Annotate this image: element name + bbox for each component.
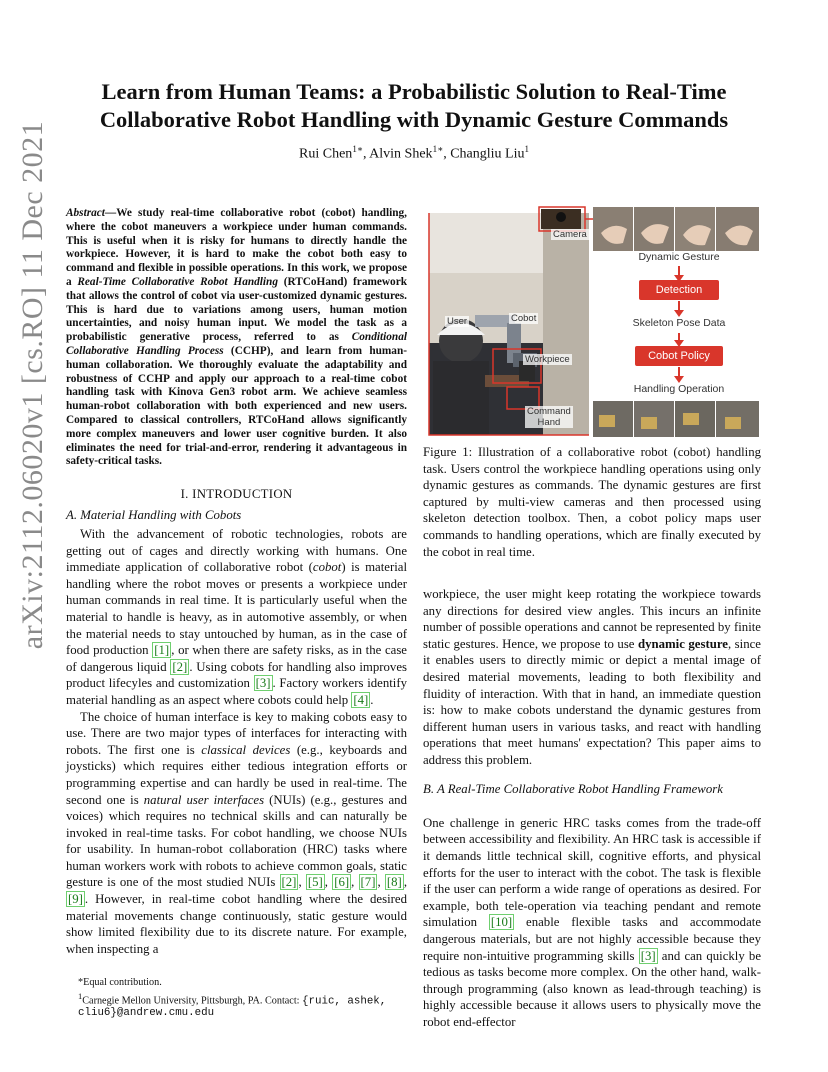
figure-caption: Figure 1: Illustration of a collaborative robot (cobot) handling task. Users control the workpiece handling operations using only dynamic gestures as commands. The dynamic gestures are first captured by multi-view cameras and then processed using skeleton detection toolbox. Then, a cobot policy maps user commands to handling operations, which are finally executed by the cobot in real time.	[423, 445, 761, 559]
footnotes	[66, 977, 407, 1020]
citation-link[interactable]: [2]	[172, 659, 188, 674]
workpiece-label: Workpiece	[525, 354, 570, 365]
citation-link[interactable]: [3]	[255, 676, 271, 691]
citation-link[interactable]: [7]	[360, 875, 376, 890]
citation-link[interactable]: [10]	[490, 915, 513, 930]
skeleton-pose-label: Skeleton Pose Data	[632, 317, 726, 329]
right-column-body	[423, 586, 761, 769]
command-hand-label: Command Hand	[527, 406, 571, 428]
arxiv-identifier: arXiv:2112.06020v1 [cs.RO] 11 Dec 2021	[16, 120, 49, 650]
citation-link[interactable]: [8]	[386, 875, 402, 890]
citation-link[interactable]: [3]	[640, 948, 656, 963]
cobot-label: Cobot	[511, 313, 537, 324]
citation-link[interactable]: [1]	[154, 643, 170, 658]
detection-box: Detection	[639, 280, 719, 300]
author-affiliation: 1∗	[432, 144, 444, 154]
left-column-body	[66, 526, 407, 957]
emphasis: Real-Time Collaborative Robot Handling	[77, 275, 278, 288]
author-name: Alvin Shek	[369, 146, 433, 162]
author-name: Changliu Liu	[450, 146, 525, 162]
section-heading: I. INTRODUCTION	[180, 487, 293, 501]
abstract-text: (RTCoHand) framework that allows the control of cobot via user-customized dynamic gestures. This is hard due to variations among users, human motion uncertainties, and noisy human input. We model the task as a probabilistic generative process, referred to as	[66, 275, 407, 344]
footnote: $^1$Carnegie Mellon University, Pittsburgh, PA. Contact: {ruic, ashek, cliu6}@andrew.cmu.edu	[78, 990, 387, 1020]
author-list: Rui Chen$^{1∗}$, Alvin Shek$^{1∗}$, Changliu Liu$^1$	[299, 144, 529, 162]
citation-link[interactable]: [5]	[307, 875, 323, 890]
flow-arrow	[678, 301, 680, 311]
handling-operation-label: Handling Operation	[633, 383, 725, 395]
author-affiliation: 1	[524, 144, 529, 154]
citation-link[interactable]: [6]	[334, 875, 350, 890]
abstract-text: —We study real-time collaborative robot (cobot) handling, where the cobot maneuvers a workpiece under human commands. This is useful when it is risky for humans to directly handle the workpiece. However, it is hard to make the cobot both easy to command and flexible in possible operations. In this work, we propose a	[66, 207, 407, 288]
user-label: User	[447, 316, 468, 327]
paragraph: workpiece, the user might keep rotating the workpiece towards any directions for desired view angles. This incurs an infinite number of possible operations and cannot be represented by finite static gestures. Hence, we propose to use dynamic gesture, since it enables users to directly mimic or depict a mental image of desired material movements, leading to both flexibility and fluidity of interaction. With that in hand, an immediate question is: how to make cobots understand the dynamic gestures from different human users in various tasks, and react with handling operations that meet humans' expectation? This paper aims to address this problem.	[423, 587, 761, 767]
abstract	[66, 207, 407, 469]
abstract-label: Abstract	[66, 207, 105, 219]
figure-1	[423, 203, 761, 438]
citation-link[interactable]: [4]	[353, 692, 369, 707]
right-column-body-2	[423, 802, 761, 1043]
flow-arrow	[678, 333, 680, 341]
cobot-policy-box: Cobot Policy	[635, 346, 723, 366]
paragraph: One challenge in generic HRC tasks comes from the trade-off between accessibility and flexibility. An HRC task is accessible if it demands little technical skill, cognitive efforts, and physical efforts for the user to interact with the cobot. The task is flexible if the user can perform a wide range of operations as desired. For example, both tele-operation via teaching pendant and remote simulation [10] enable flexible tasks and accommodate dangerous materials, but are not highly accessible because they require non-intuitive programming skills [3] and can quickly be tedious as tasks become more complex. On the other hand, walk-through programming (also known as lead-through teaching) is highly accessible because it allows users to physically move the robot end-effector	[423, 815, 761, 1029]
flow-arrow	[678, 367, 680, 377]
bold-term: dynamic gesture	[637, 636, 728, 651]
citation-link[interactable]: [9]	[68, 892, 83, 907]
gesture-frames	[593, 207, 759, 251]
email-address: {ruic, ashek, cliu6}@andrew.cmu.edu	[78, 994, 387, 1020]
subsection-heading: B. A Real-Time Collaborative Robot Handling Framework	[423, 782, 723, 796]
paragraph: With the advancement of robotic technologies, robots are getting out of cages and directly working with humans. One immediate application of collaborative robot (cobot) is material handling where the robot moves or presents a workpiece under human commands in real time. It is particularly useful when the material to handle is heavy, as in automotive assembly, or when the material needs to stay untouched by human, as in the case of food production [1] , or when there are safety risks, as in the case of dangerous liquid [2] . Using cobots for handling also improves product lifecyles and customization [3] . Factory workers identify material handling as an aspect where cobots could help [4] .	[66, 527, 408, 707]
dynamic-gesture-label: Dynamic Gesture	[638, 251, 720, 263]
abstract-text: (CCHP), and learn from human-human collaboration. We thoroughly evaluate the adaptability and robustness of CCHP and apply our approach to a real-time cobot handling task with Kinova Gen3 robot arm. We achieve seamless human-robot collaboration with both experienced and new users. Compared to classical controllers, RTCoHand allows significantly more complex maneuvers and lower user cognitive burden. It also eliminates the need for trial-and-error, rendering it advantageous in safety-critical tasks.	[66, 344, 407, 468]
author-name: Rui Chen	[299, 146, 353, 162]
paragraph: The choice of human interface is key to making cobots easy to use. There are two major types of interfaces for interacting with robots. The first one is classical devices (e.g., keyboards and joysticks) which requires either tedious integration efforts or programming expertise and can hardly be used in real-time. The second one is natural user interfaces (NUIs) (e.g., gestures and voices) which requires no technical skills and can naturally be invoked in real-time tasks. For cobot handling, we choose NUIs for usability. In human-robot collaboration (HRC) tasks where human workers work with robots to achieve common goals, static gesture is one of the most studied NUIs [2] , [5] , [6] , [7] , [8] , [9] . However, in real-time cobot handling where the desired material movements change continuously, static gesture would show limited flexibility due to its discrete nature. For example, when inspecting a	[66, 709, 408, 956]
flow-arrow	[678, 266, 680, 276]
footnote: *Equal contribution.	[78, 977, 162, 988]
citation-link[interactable]: [2]	[281, 875, 297, 890]
paper-title: Learn from Human Teams: a Probabilistic Solution to Real-Time Collaborative Robot Handling with Dynamic Gesture Commands	[99, 79, 729, 132]
emphasis: Conditional Collaborative Handling Process	[66, 331, 407, 357]
camera-label: Camera	[553, 229, 587, 240]
author-affiliation: 1∗	[352, 144, 363, 154]
handling-frames	[593, 401, 759, 437]
subsection-heading: A. Material Handling with Cobots	[66, 508, 242, 522]
